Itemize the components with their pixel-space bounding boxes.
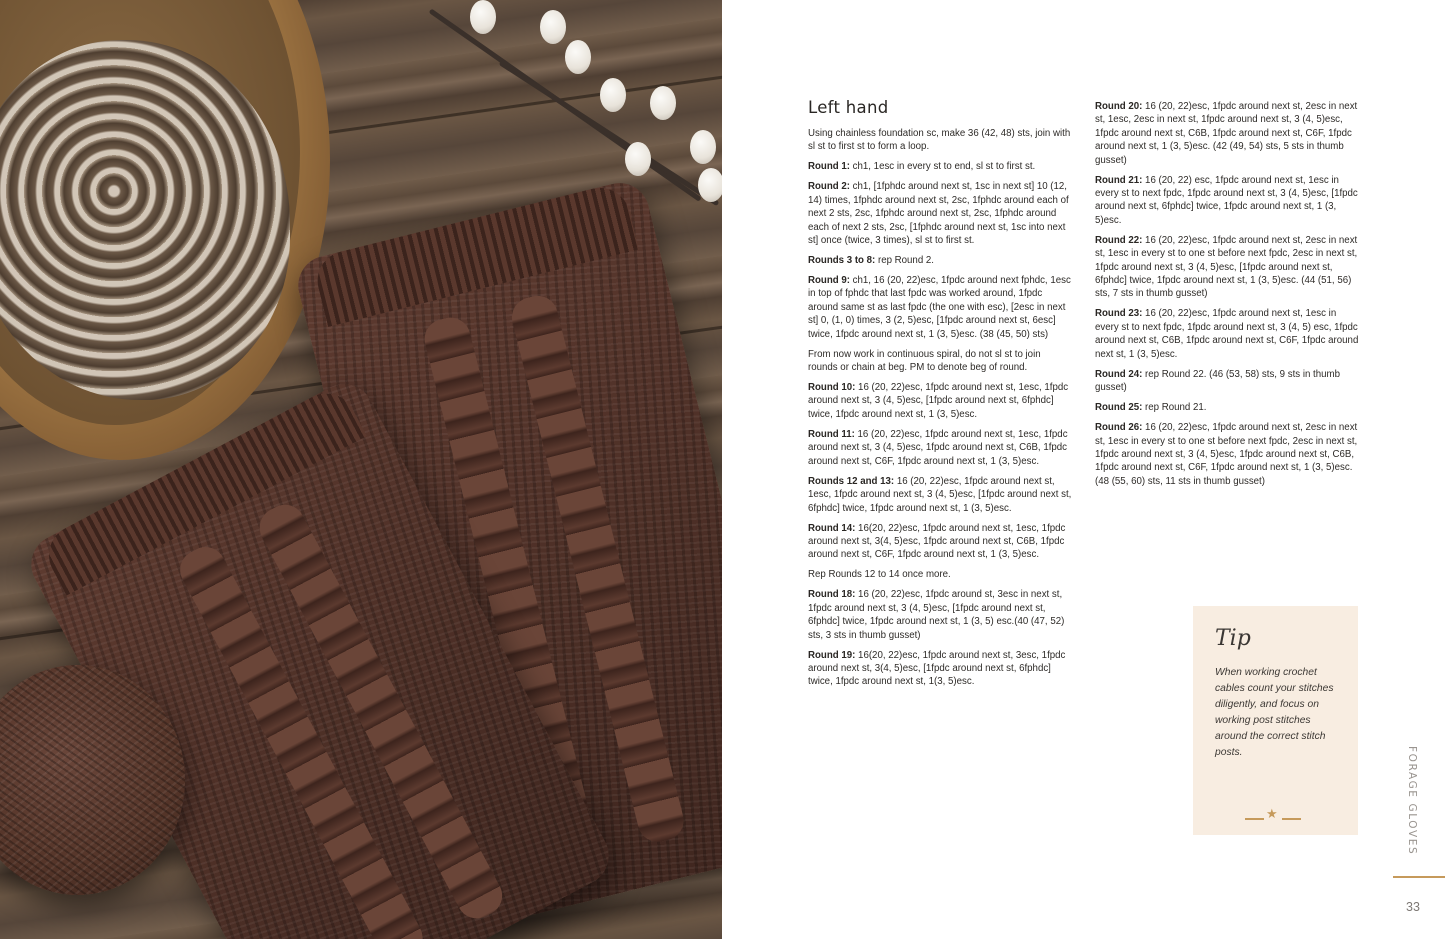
instruction-paragraph xyxy=(808,475,1072,515)
round-label: Round 14: xyxy=(808,522,856,534)
instructions-column-2 xyxy=(1095,100,1359,495)
round-label: Round 20: xyxy=(1095,101,1143,112)
star-icon: ★ xyxy=(1266,807,1278,822)
catkin-bud xyxy=(698,168,722,202)
instruction-paragraph xyxy=(1095,174,1359,228)
ornament-line xyxy=(1282,818,1301,820)
catkin-bud xyxy=(470,0,496,34)
instruction-paragraph xyxy=(1095,234,1359,301)
round-label: Round 21: xyxy=(1095,174,1143,186)
round-label: Round 19: xyxy=(808,649,856,661)
round-label: Round 26: xyxy=(1095,422,1143,434)
instruction-paragraph xyxy=(808,649,1072,689)
instruction-paragraph xyxy=(1095,100,1359,167)
instruction-text: Rep Rounds 12 to 14 once more. xyxy=(808,569,951,581)
tip-text: When working crochet cables count your stitches diligently, and focus on working post stitches around the correct stitch posts. xyxy=(1215,667,1334,758)
instruction-text: 16 (20, 22)esc, 1fpdc around st, 3esc in next st, 1fpdc around next st, 3 (4, 5)esc, [1fpdc around next st, 6fphdc] twice, 1fpdc around next st, 1 (3, 5) esc.(40 (47, 52) sts, 3 sts in thumb gusset) xyxy=(808,589,1065,641)
instruction-text: rep Round 22. (46 (53, 58) sts, 9 sts in thumb gusset) xyxy=(1095,368,1340,394)
instruction-paragraph xyxy=(808,127,1072,154)
instruction-text: 16 (20, 22) esc, 1fpdc around next st, 1esc in every st to next fpdc, 1fpdc around next st, 3 (4, 5)esc, [1fpdc around next st, 6fphdc] twice, 1fpdc around next st, 1 (3, 5)esc. xyxy=(1095,174,1358,226)
instruction-text: rep Round 21. xyxy=(1142,402,1207,414)
instruction-paragraph xyxy=(1095,401,1359,414)
section-heading: Left hand xyxy=(808,98,889,117)
instruction-paragraph xyxy=(808,428,1072,468)
round-label: Round 24: xyxy=(1095,368,1143,380)
instruction-paragraph xyxy=(1095,421,1359,488)
round-label: Rounds 3 to 8: xyxy=(808,255,876,267)
section-label-text: FORAGE GLOVES xyxy=(1406,746,1418,856)
round-label: Rounds 12 and 13: xyxy=(808,475,895,487)
tip-box xyxy=(1193,606,1358,835)
instruction-text: 16 (20, 22)esc, 1fpdc around next st, 2esc in next st, 1esc in every st to one st before next fpdc, 2esc in next st, 1fpdc around next st, 3 (4, 5)esc, 1fpdc around next st, C6B, 1fpdc around next st, C6F, 1fpdc around next st, 1 (3, 5)esc. (48 (55, 60) sts, 11 sts in thumb gusset) xyxy=(1095,422,1358,487)
instruction-text: From now work in continuous spiral, do not sl st to join rounds or chain at beg. PM to denote beg of round. xyxy=(808,348,1041,374)
page-number: 33 xyxy=(1406,900,1420,914)
instruction-text: Using chainless foundation sc, make 36 (42, 48) sts, join with sl st to first st to form a loop. xyxy=(808,128,1071,153)
instruction-text: 16 (20, 22)esc, 1fpdc around next st, 1esc, 1fpdc around next st, 3 (4, 5)esc, [1fpdc around next st, 6fphdc] twice, 1fpdc around next st, 1 (3, 5)esc. xyxy=(808,475,1072,514)
instruction-paragraph xyxy=(808,254,1072,267)
instruction-text: ch1, [1fphdc around next st, 1sc in next st] 10 (12, 14) times, 1fphdc around next st, 2sc, 1fphdc around each of next 2 sts, 2sc, 1fphdc around next st, 2sc, 1fphdc around each of next 2 sts, 2sc, [1fphdc around next st, 1sc into next st] once (twice, 3 times), sl st to first st. xyxy=(808,181,1069,247)
catkin-bud xyxy=(650,86,676,120)
instruction-paragraph xyxy=(808,522,1072,562)
tip-ornament xyxy=(1245,807,1301,825)
instruction-paragraph xyxy=(808,588,1072,642)
pattern-page xyxy=(722,0,1445,939)
catkin-bud xyxy=(565,40,591,74)
instruction-text: ch1, 1esc in every st to end, sl st to first st. xyxy=(849,161,1036,173)
instruction-paragraph xyxy=(808,348,1072,375)
round-label: Round 9: xyxy=(808,275,850,287)
ornament-line xyxy=(1245,818,1264,820)
instructions-column-1 xyxy=(808,127,1072,695)
instruction-text: rep Round 2. xyxy=(875,255,934,267)
round-label: Round 1: xyxy=(808,161,850,173)
accent-rule xyxy=(1393,876,1445,878)
glove-ribbing xyxy=(311,182,638,327)
instruction-text: 16 (20, 22)esc, 1fpdc around next st, 1esc, 1fpdc around next st, 3 (4, 5)esc, 1fpdc around next st, C6B, 1fpdc around next st, C6F, 1fpdc around next st, 1 (3, 5)esc. xyxy=(808,428,1068,467)
catkin-bud xyxy=(600,78,626,112)
instruction-paragraph xyxy=(808,381,1072,421)
instruction-text: 16 (20, 22)esc, 1fpdc around next st, 2esc in next st, 1esc in every st to one st before next fpdc, 2esc in next st, 1fpdc around next st, 3 (4, 5)esc, [1fpdc around next st, 6fphdc] twice, 1fpdc around next st, 1 (3, 5)esc. (44 (51, 56) sts, 7 sts in thumb gusset) xyxy=(1095,234,1358,300)
round-label: Round 18: xyxy=(808,589,856,601)
instruction-text: 16 (20, 22)esc, 1fpdc around next st, 1esc, 1fpdc around next st, 3 (4, 5)esc, [1fpdc around next st, 6fphdc] twice, 1fpdc around next st, 1 (3, 5)esc. xyxy=(808,382,1069,420)
instruction-text: 16(20, 22)esc, 1fpdc around next st, 3esc, 1fpdc around next st, 3(4, 5)esc, [1fpdc around next st, 6fphdc] twice, 1fpdc around next st, 1(3, 5)esc. xyxy=(808,649,1066,688)
instruction-paragraph xyxy=(1095,368,1359,395)
instruction-paragraph xyxy=(808,274,1072,341)
round-label: Round 25: xyxy=(1095,402,1143,414)
round-label: Round 2: xyxy=(808,181,850,193)
instruction-paragraph xyxy=(1095,307,1359,361)
round-label: Round 23: xyxy=(1095,308,1143,320)
round-label: Round 22: xyxy=(1095,234,1143,246)
instruction-text: ch1, 16 (20, 22)esc, 1fpdc around next fphdc, 1esc in top of fphdc that last fpdc was worked around, 1fpdc around same st as last fpdc (the one with esc), [2esc in next st] 0, (1, 0) times, 3 (2, 5)esc, [1fpdc around next st, 6esc] twice, 1fpdc around next st, 1 (3, 5)esc. (38 (45, 50) sts) xyxy=(808,275,1071,340)
catkin-bud xyxy=(540,10,566,44)
running-section-label xyxy=(1402,746,1424,856)
tip-title: Tip xyxy=(1215,626,1251,651)
instruction-paragraph xyxy=(808,568,1072,581)
catkin-bud xyxy=(625,142,651,176)
instruction-paragraph xyxy=(808,180,1072,247)
round-label: Round 11: xyxy=(808,428,855,440)
instruction-text: 16 (20, 22)esc, 1fpdc around next st, 1esc in every st to next fpdc, 1fpdc around next st, 3 (4, 5) esc, 1fpdc around next st, C6B, 1fpdc around next st, C6F, 1fpdc around next st, 1 (3, 5)esc. xyxy=(1095,308,1359,360)
instruction-text: 16(20, 22)esc, 1fpdc around next st, 1esc, 1fpdc around next st, 3(4, 5)esc, 1fpdc around next st, C6B, 1fpdc around next st, C6F, 1fpdc around next st, 1 (3, 5)esc. xyxy=(808,522,1066,561)
round-label: Round 10: xyxy=(808,382,856,394)
catkin-bud xyxy=(690,130,716,164)
instruction-text: 16 (20, 22)esc, 1fpdc around next st, 2esc in next st, 1esc, 2esc in next st, 1fpdc around next st, 3 (4, 5)esc, 1fpdc around next st, C6B, 1fpdc around next st, C6F, 1fpdc around next st, 1 (3, 5)esc. (42 (49, 54) sts, 5 sts in thumb gusset) xyxy=(1095,101,1358,166)
instruction-paragraph xyxy=(808,160,1072,173)
product-photo xyxy=(0,0,722,939)
